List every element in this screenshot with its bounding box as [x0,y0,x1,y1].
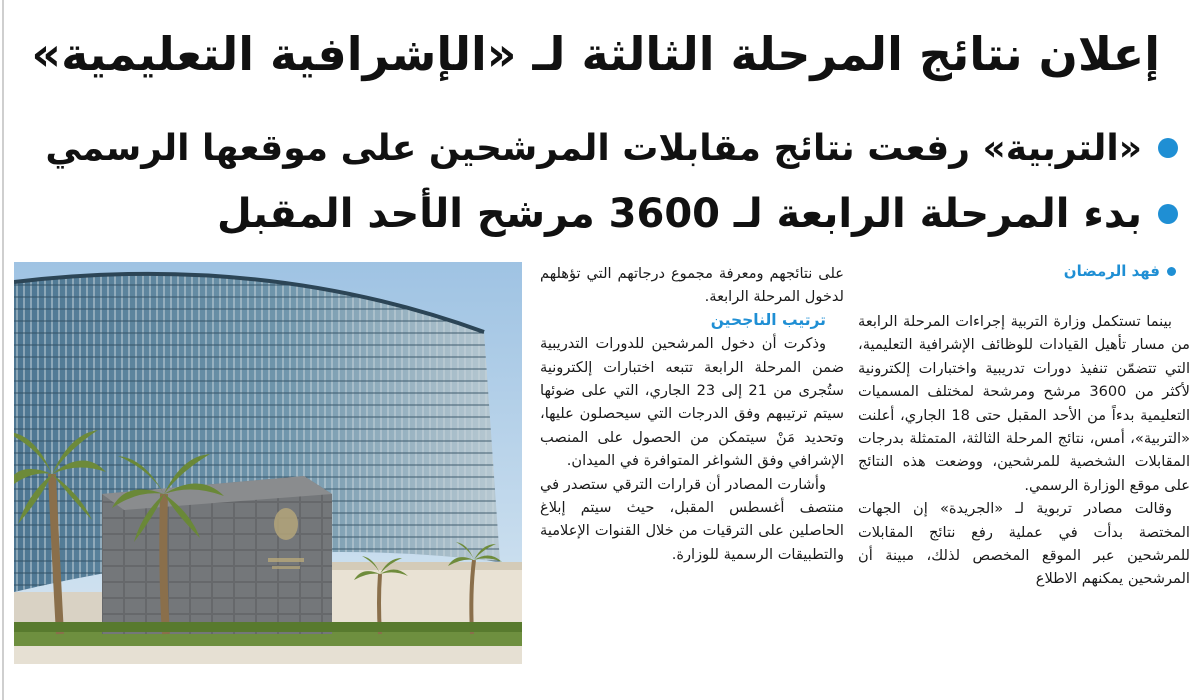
bullet-icon [1158,204,1178,224]
subheadline-1-text: «التربية» رفعت نتائج مقابلات المرشحين على موقعها الرسمي [45,127,1142,169]
paragraph: بينما تستكمل وزارة التربية إجراءات المرحلة الرابعة من مسار تأهيل القيادات للوظائف الإشرافية التعليمية، التي تتضمّن تنفيذ دورات تدريبية واختبارات إلكترونية لأكثر من 3600 مرشح ومرشحة لمختلف المسميات التعليمية بدءاً من الأحد المقبل حتى 18 الجاري، أعلنت «التربية»، أمس، نتائج المرحلة الثالثة، المتمثلة بدرجات المقابلات الشخصية للمرشحين، ووضعت هذه النتائج على موقع الوزارة الرسمي. [858,313,1191,494]
author-name: فهد الرمضان [1063,262,1160,280]
article-column-middle [540,262,844,566]
byline-dot-icon [1167,267,1176,276]
subheadline-2-text: بدء المرحلة الرابعة لـ 3600 مرشح الأحد المقبل [217,191,1142,237]
section-subhead: ترتيب الناجحين [710,310,826,329]
paragraph: وذكرت أن دخول المرشحين للدورات التدريبية ضمن المرحلة الرابعة تتبعه اختبارات إلكترونية ستُجرى من 21 إلى 23 الجاري، التي على ضوئها سيتم ترتيبهم وفق الدرجات التي سيحصلون عليها، وتحديد مَنْ سيتمكن من الحصول على المنصب الإشرافي وفق الشواغر المتوافرة في الميدان. [540,335,845,470]
bullet-icon [1158,138,1178,158]
article-column-right [858,310,1190,591]
article-photo-ministry-building [14,262,522,664]
author-byline [1064,262,1176,280]
page-edge-rule [2,0,4,700]
paragraph: على نتائجهم ومعرفة مجموع درجاتهم التي تؤهلهم لدخول المرحلة الرابعة. [540,265,844,306]
subheadline-1 [45,120,1178,176]
paragraph: وقالت مصادر تربوية لـ «الجريدة» إن الجهات المختصة بدأت في عملية رفع نتائج المقابلات للمرشحين عبر الموقع المخصص لذلك، مبينة أن المرشحين يمكنهم الاطلاع [858,500,1190,588]
main-headline: إعلان نتائج المرحلة الثالثة لـ «الإشرافية التعليمية» [31,27,1160,81]
subheadline-2 [217,186,1178,242]
paragraph: وأشارت المصادر أن قرارات الترقي ستصدر في منتصف أغسطس المقبل، حيث سيتم إبلاغ الحاصلين على الترقيات من خلال القنوات الإعلامية والتطبيقات الرسمية للوزارة. [540,475,844,563]
